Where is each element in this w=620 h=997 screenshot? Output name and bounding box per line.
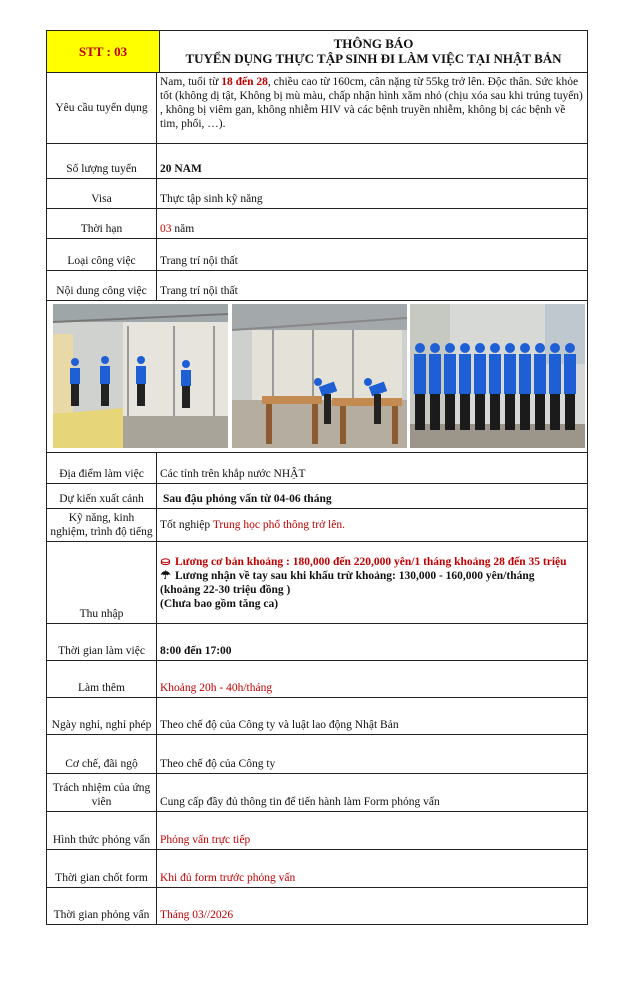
value-co-che: Theo chế độ của Công ty [157, 735, 588, 774]
row-visa [47, 179, 588, 209]
thoi-han-unit: năm [171, 223, 195, 235]
row-ngay-nghi [47, 698, 588, 735]
stt-badge: STT : 03 [47, 31, 160, 72]
label-co-che: Cơ chế, đãi ngộ [47, 735, 157, 774]
header-row [46, 30, 588, 72]
overtime-note: (Chưa bao gồm tăng ca) [160, 597, 279, 610]
value-ky-nang [157, 509, 588, 542]
value-visa: Thực tập sinh kỹ năng [157, 179, 588, 209]
info-table [46, 72, 588, 925]
value-xuat-canh: Sau đậu phỏng vấn từ 04-06 tháng [157, 484, 588, 509]
label-noi-dung: Nội dung công việc [47, 271, 157, 301]
net-salary-vnd: (khoảng 22-30 triệu đồng ) [160, 583, 291, 596]
money-icon: ⛀ [160, 555, 171, 568]
label-loai-cong-viec: Loại công việc [47, 239, 157, 271]
yeu-cau-text-a: Nam, tuổi từ [160, 76, 222, 88]
row-thoi-gian [47, 624, 588, 661]
label-lam-them: Làm thêm [47, 661, 157, 698]
label-phong-van: Thời gian phỏng vấn [47, 888, 157, 925]
label-dia-diem: Địa điểm làm việc [47, 453, 157, 484]
title-line-2: TUYỂN DỤNG THỰC TẬP SINH ĐI LÀM VIỆC TẠI NHẬT BẢN [185, 51, 562, 66]
team-member [459, 343, 471, 430]
team-member [474, 343, 486, 430]
team-member [549, 343, 561, 430]
team-member [414, 343, 426, 430]
age-range: 18 đến 28 [221, 76, 268, 88]
recruitment-sheet [46, 30, 588, 925]
value-dia-diem: Các tỉnh trên khắp nước NHẬT [157, 453, 588, 484]
row-lam-them [47, 661, 588, 698]
row-trach-nhiem [47, 774, 588, 812]
row-phong-van [47, 888, 588, 925]
row-xuat-canh [47, 484, 588, 509]
umbrella-icon: ☂ [160, 569, 171, 582]
value-trach-nhiem: Cung cấp đầy đủ thông tin để tiến hành làm Form phỏng vấn [157, 774, 588, 812]
value-thoi-han [157, 209, 588, 239]
label-yeu-cau: Yêu cầu tuyển dụng [47, 73, 157, 144]
row-ky-nang [47, 509, 588, 542]
value-so-luong: 20 NAM [157, 144, 588, 179]
team-member [504, 343, 516, 430]
label-ngay-nghi: Ngày nghỉ, nghỉ phép [47, 698, 157, 735]
label-thu-nhap: Thu nhập [47, 542, 157, 624]
value-lam-them: Khoảng 20h - 40h/tháng [157, 661, 588, 698]
team-member [519, 343, 531, 430]
row-loai-cong-viec [47, 239, 588, 271]
row-thoi-han [47, 209, 588, 239]
label-trach-nhiem: Trách nhiệm của ứng viên [47, 774, 157, 812]
team-photo [410, 304, 585, 448]
team-member [564, 343, 576, 430]
team-member [444, 343, 456, 430]
base-salary-text: Lương cơ bản khoảng : 180,000 đến 220,000 yên/1 tháng khoảng 28 đến 35 triệu [175, 555, 567, 568]
value-phong-van: Tháng 03//2026 [157, 888, 588, 925]
team-member [429, 343, 441, 430]
title-line-1: THÔNG BÁO [333, 36, 414, 51]
row-photos [47, 301, 588, 453]
team-member [489, 343, 501, 430]
row-dia-diem [47, 453, 588, 484]
page-title [160, 31, 587, 72]
work-photo-2 [232, 304, 407, 448]
net-salary-line [160, 569, 584, 583]
value-ngay-nghi: Theo chế độ của Công ty và luật lao động Nhật Bản [157, 698, 588, 735]
row-yeu-cau [47, 73, 588, 144]
row-hinh-thuc [47, 812, 588, 850]
row-so-luong [47, 144, 588, 179]
label-thoi-gian: Thời gian làm việc [47, 624, 157, 661]
net-salary-text: Lương nhận về tay sau khi khấu trừ khoảng: 130,000 - 160,000 yên/tháng [175, 569, 535, 582]
value-noi-dung: Trang trí nội thất [157, 271, 588, 301]
value-thu-nhap [157, 542, 588, 624]
label-xuat-canh: Dự kiến xuất cảnh [47, 484, 157, 509]
thoi-han-number: 03 [160, 223, 172, 235]
team-member [534, 343, 546, 430]
value-yeu-cau [157, 73, 588, 144]
team-members [414, 343, 576, 430]
value-hinh-thuc: Phỏng vấn trực tiếp [157, 812, 588, 850]
value-thoi-gian: 8:00 đến 17:00 [157, 624, 588, 661]
photo-strip [47, 301, 587, 452]
label-thoi-han: Thời hạn [47, 209, 157, 239]
label-ky-nang: Kỹ năng, kinh nghiệm, trình độ tiếng [47, 509, 157, 542]
row-noi-dung [47, 271, 588, 301]
label-so-luong: Số lượng tuyển [47, 144, 157, 179]
ky-nang-text: Tốt nghiệp [160, 519, 213, 531]
base-salary-line [160, 555, 584, 569]
work-photo-1 [53, 304, 228, 448]
label-hinh-thuc: Hình thức phỏng vấn [47, 812, 157, 850]
row-chot-form [47, 850, 588, 888]
label-visa: Visa [47, 179, 157, 209]
row-co-che [47, 735, 588, 774]
label-chot-form: Thời gian chốt form [47, 850, 157, 888]
yeu-cau-text-b: , chiều cao từ 160cm, cân nặng từ 55kg trở lên. Độc thân. Sức khỏe tốt (không dị tật, Không bị mù màu, chấp nhận hình xăm nhỏ (chịu xóa sau khi trúng tuyển) , không bị viêm gan, không nhiễm HIV và các bệnh truyền nhiễm, không bị các bệnh về tim, phổi, …). [160, 76, 583, 130]
education-level: Trung học phổ thông trở lên. [212, 519, 345, 531]
value-loai-cong-viec: Trang trí nội thất [157, 239, 588, 271]
row-thu-nhap [47, 542, 588, 624]
value-chot-form: Khi đủ form trước phỏng vấn [157, 850, 588, 888]
